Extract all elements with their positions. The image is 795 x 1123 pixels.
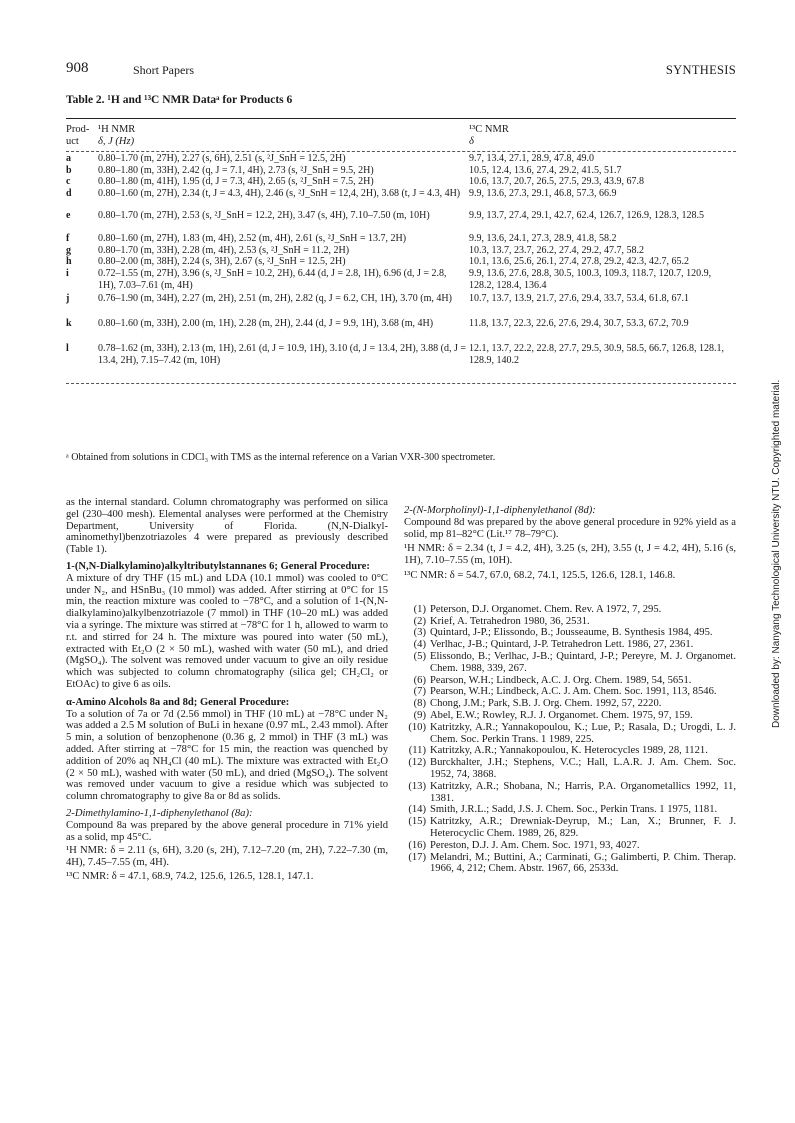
reference-item [404, 651, 736, 675]
section-title: Short Papers [133, 63, 194, 77]
h-nmr-cell: 0.80–1.80 (m, 41H), 1.95 (d, J = 7.3, 4H), 2.65 (s, ²J_SnH = 7.5, 2H) [98, 176, 374, 187]
reference-text: Chong, J.M.; Park, S.B. J. Org. Chem. 1992, 57, 2220. [430, 698, 662, 710]
product-label: i [66, 268, 69, 279]
reference-item [404, 675, 736, 687]
product-label: e [66, 210, 71, 221]
nmr-data: ¹H NMR: δ = 2.34 (t, J = 4.2, 4H), 3.25 (s, 2H), 3.55 (t, J = 4.2, 4H), 5.16 (s, 1H), 7.10–7.55 (m, 10H). [404, 543, 736, 567]
reference-text: Katritzky, A.R.; Drewniak-Deyrup, M.; Lan, X.; Brunner, F. J. Heterocyclic Chem. 1989, 26, 829. [430, 816, 736, 839]
reference-item [404, 710, 736, 722]
reference-item [404, 781, 736, 805]
reference-text: Katritzky, A.R.; Yannakopoulou, K.; Lue, P.; Rasala, D.; Urogdi, L. J. Chem. Soc. Perkin Trans. 1 1989, 225. [430, 721, 736, 745]
reference-text: Katritzky, A.R.; Shobana, N.; Harris, P.A. Organometallics 1992, 11, 1381. [430, 780, 736, 804]
reference-item [404, 639, 736, 651]
section-heading: 1-(N,N-Dialkylamino)alkyltributylstannanes 6; General Procedure: [66, 560, 370, 572]
reference-text: Smith, J.R.L.; Sadd, J.S. J. Chem. Soc., Perkin Trans. 1 1975, 1181. [430, 804, 718, 816]
reference-number: (11) [408, 745, 426, 757]
paragraph: Compound 8d was prepared by the above general procedure in 92% yield as a solid, mp 81–82°C (Lit.¹⁷ 78–79°C). [404, 516, 736, 540]
table-row [66, 176, 736, 187]
reference-item [404, 722, 736, 746]
reference-text: Abel, E.W.; Rowley, R.J. J. Organomet. Chem. 1975, 97, 159. [430, 709, 693, 721]
product-label: b [66, 165, 72, 176]
c-nmr-cell: 10.7, 13.7, 13.9, 21.7, 27.6, 29.4, 33.7, 53.4, 61.8, 67.1 [469, 293, 689, 304]
h-nmr-cell: 0.78–1.62 (m, 33H), 2.13 (m, 1H), 2.61 (d, J = 10.9, 1H), 3.10 (d, J = 13.4, 2H), 3.88 (d, J = 13.4, 2H), 7.15–7.42 (m, 10H) [98, 343, 467, 366]
download-notice: Downloaded by: Nanyang Technological University NTU. Copyrighted material. [771, 379, 782, 728]
reference-number: (17) [408, 851, 426, 863]
table-row [66, 293, 736, 317]
reference-number: (12) [408, 757, 426, 769]
c-nmr-cell: 9.9, 13.7, 27.4, 29.1, 42.7, 62.4, 126.7, 126.9, 128.3, 128.5 [469, 210, 704, 221]
download-sidebar [771, 268, 785, 728]
table-row [66, 210, 736, 232]
h-nmr-cell: 0.80–2.00 (m, 38H), 2.24 (s, 3H), 2.67 (s, ²J_SnH = 12.5, 2H) [98, 256, 346, 267]
reference-list [404, 604, 736, 875]
reference-number: (9) [413, 709, 426, 721]
reference-item [404, 604, 736, 616]
nmr-data: ¹³C NMR: δ = 54.7, 67.0, 68.2, 74.1, 125.5, 126.6, 128.1, 146.8. [404, 569, 676, 581]
c-nmr-cell: 10.5, 12.4, 13.6, 27.4, 29.2, 41.5, 51.7 [469, 165, 622, 176]
h-nmr-cell: 0.80–1.80 (m, 33H), 2.42 (q, J = 7.1, 4H), 2.73 (s, ²J_SnH = 9.5, 2H) [98, 165, 374, 176]
reference-text: Katritzky, A.R.; Yannakopoulou, K. Heterocycles 1989, 28, 1121. [430, 745, 708, 757]
h-nmr-cell: 0.80–1.60 (m, 27H), 1.83 (m, 4H), 2.52 (m, 4H), 2.61 (s, ²J_SnH = 13.7, 2H) [98, 233, 407, 244]
table-row [66, 318, 736, 342]
paragraph: as the internal standard. Column chromatography was performed on silica gel (230–400 mesh). Elemental analyses were performed at the Chemistry Department, University of Florida. (N,N-Dialkyl-aminomethyl)benzotriazoles 4 were prepared as previously described (Table 1). [66, 497, 388, 556]
c-nmr-cell: 9.7, 13.4, 27.1, 28.9, 47.8, 49.0 [469, 153, 594, 164]
table-header-rule [66, 151, 736, 152]
reference-item [404, 804, 736, 816]
paragraph: A mixture of dry THF (15 mL) and LDA (10.1 mmol) was cooled to 0°C under N₂, and HSnBu₃ (10 mmol) was added. After stirring at 0°C for 15 min, the reaction mixture was cooled to −78°C, and a solution of 1-(N,N-dialkylamino)alkylbenzotriazole (7 mmol) in THF (10–20 mL) was added via a syringe. The mixture was stirred at −78°C for 1 h, allowed to warm to r.t. and stirred for 24 h. The mixture was poured into water (50 mL), extracted with Et₂O (2 × 50 mL), washed with water (50 mL), and dried (MgSO₄). The solvent was removed under vacuum to give an oily residue which was subjected to column chromatography (silica gel; CH₂Cl₂ or EtOAc) to give 6 as oils. [66, 572, 388, 690]
reference-item [404, 616, 736, 628]
reference-item [404, 840, 736, 852]
h-nmr-cell: 0.72–1.55 (m, 27H), 3.96 (s, ²J_SnH = 10.2, 2H), 6.44 (d, J = 2.8, 1H), 6.96 (d, J = 2.8, 1H), 7.03–7.61 (m, 4H) [98, 268, 447, 291]
c-nmr-cell: 12.1, 13.7, 22.2, 22.8, 27.7, 29.5, 30.9, 58.5, 66.7, 126.8, 128.1, 128.9, 140.2 [469, 343, 724, 366]
reference-number: (10) [408, 721, 426, 733]
paragraph: Compound 8a was prepared by the above general procedure in 71% yield as a solid, mp 45°C. [66, 819, 388, 843]
table-bottom-rule [66, 383, 736, 384]
reference-text: Pearson, W.H.; Lindbeck, A.C. J. Am. Chem. Soc. 1991, 113, 8546. [430, 686, 717, 698]
reference-text: Melandri, M.; Buttini, A.; Carminati, G.; Galimberti, P. Chim. Therap. 1966, 4, 212; Chem. Abstr. 1967, 66, 2533d. [430, 851, 736, 875]
h-nmr-cell: 0.80–1.70 (m, 27H), 2.53 (s, ²J_SnH = 12.2, 2H), 3.47 (s, 4H), 7.10–7.50 (m, 10H) [98, 210, 430, 221]
c-nmr-cell: 9.9, 13.6, 27.6, 28.8, 30.5, 100.3, 109.3, 118.7, 120.7, 120.9, 128.2, 128.4, 136.4 [469, 268, 712, 291]
paragraph: To a solution of 7a or 7d (2.56 mmol) in THF (10 mL) at −78°C under N₂ was added a 2.5 M solution of BuLi in hexane (0.97 mL, 2.43 mmol). After 5 min, a solution of benzophenone (0.36 g, 2 mmol) in THF (3 mL) was added. After stirring at −78°C for 15 min, the reaction was quenched by addition of 20% aq NH₄Cl (40 mL). The mixture was extracted with Et₂O (2 × 50 mL), washed with water (50 mL), and dried (MgSO₄). The solvent was removed under vacuum to give a residue which was subjected to column chromatography to give 8a or 8d as solids. [66, 708, 388, 803]
reference-text: Quintard, J-P.; Elissondo, B.; Jousseaume, B. Synthesis 1984, 495. [430, 627, 713, 639]
table-caption: Table 2. ¹H and ¹³C NMR Dataᵃ for Products 6 [66, 94, 293, 106]
product-label: c [66, 176, 71, 187]
reference-number: (8) [413, 698, 426, 710]
table-row [66, 256, 736, 267]
reference-number: (14) [408, 804, 426, 816]
reference-number: (6) [413, 674, 426, 686]
table-row [66, 343, 736, 367]
product-label: g [66, 245, 71, 256]
table-footnote: ᵃ Obtained from solutions in CDCl₃ with TMS as the internal reference on a Varian VXR-300 spectrometer. [66, 452, 496, 463]
h-nmr-cell: 0.80–1.70 (m, 27H), 2.27 (s, 6H), 2.51 (s, ²J_SnH = 12.5, 2H) [98, 153, 346, 164]
reference-item [404, 627, 736, 639]
c-nmr-cell: 10.3, 13.7, 23.7, 26.2, 27.4, 29.2, 47.7, 58.2 [469, 245, 644, 256]
h-nmr-cell: 0.80–1.60 (m, 27H), 2.34 (t, J = 4.3, 4H), 2.46 (s, ²J_SnH = 12,4, 2H), 3.68 (t, J = 4.3, 4H) [98, 188, 461, 199]
table-row [66, 245, 736, 256]
table-top-rule [66, 118, 736, 119]
c-nmr-cell: 10.6, 13.7, 20.7, 26.5, 27.5, 29.3, 43.9, 67.8 [469, 176, 644, 187]
product-label: k [66, 318, 72, 329]
reference-number: (7) [413, 686, 426, 698]
reference-number: (3) [413, 627, 426, 639]
reference-number: (4) [413, 639, 426, 651]
h-nmr-cell: 0.76–1.90 (m, 34H), 2.27 (m, 2H), 2.51 (m, 2H), 2.82 (q, J = 6.2, CH, 1H), 3.70 (m, 4H) [98, 293, 452, 304]
table-row [66, 153, 736, 164]
table-header-1h-nmr: ¹H NMR δ, J (Hz) [98, 124, 136, 147]
compound-heading: 2-(N-Morpholinyl)-1,1-diphenylethanol (8d): [404, 505, 596, 516]
reference-item [404, 698, 736, 710]
reference-item [404, 686, 736, 698]
reference-text: Krief, A. Tetrahedron 1980, 36, 2531. [430, 615, 590, 627]
reference-text: Verlhac, J-B.; Quintard, J-P. Tetrahedron Lett. 1986, 27, 2361. [430, 639, 694, 651]
reference-text: Elissondo, B.; Verlhac, J-B.; Quintard, J-P.; Pereyre, M. J. Organomet. Chem. 1988, 339, 267. [430, 650, 736, 674]
table-row [66, 233, 736, 244]
c-nmr-cell: 11.8, 13.7, 22.3, 22.6, 27.6, 29.4, 30.7, 53.3, 67.2, 70.9 [469, 318, 689, 329]
product-label: j [66, 293, 70, 304]
reference-text: Pereston, D.J. J. Am. Chem. Soc. 1971, 93, 4027. [430, 839, 640, 851]
page-number: 908 [66, 60, 89, 76]
reference-number: (13) [408, 780, 426, 792]
reference-item [404, 816, 736, 840]
table-header-product: Prod- uct [66, 124, 90, 147]
table-row [66, 268, 736, 292]
h-nmr-cell: 0.80–1.60 (m, 33H), 2.00 (m, 1H), 2.28 (m, 2H), 2.44 (d, J = 9.9, 1H), 3.68 (m, 4H) [98, 318, 434, 329]
c-nmr-cell: 10.1, 13.6, 25.6, 26.1, 27.4, 27.8, 29.2, 42.3, 42.7, 65.2 [469, 256, 689, 267]
reference-text: Pearson, W.H.; Lindbeck, A.C. J. Org. Chem. 1989, 54, 5651. [430, 674, 692, 686]
reference-item [404, 757, 736, 781]
journal-name: SYNTHESIS [665, 63, 736, 77]
nmr-data: ¹H NMR: δ = 2.11 (s, 6H), 3.20 (s, 2H), 7.12–7.20 (m, 2H), 7.22–7.30 (m, 4H), 7.45–7.55 (m, 4H). [66, 845, 388, 869]
product-label: h [66, 256, 72, 267]
table-row [66, 188, 736, 210]
table-header-13c-nmr: ¹³C NMR δ [469, 124, 509, 147]
nmr-data: ¹³C NMR: δ = 47.1, 68.9, 74.2, 125.6, 126.5, 128.1, 147.1. [66, 870, 314, 882]
product-label: a [66, 153, 71, 164]
reference-item [404, 745, 736, 757]
product-label: d [66, 188, 72, 199]
product-label: l [66, 343, 69, 354]
left-column [66, 497, 388, 883]
reference-number: (16) [408, 839, 426, 851]
table-row [66, 165, 736, 176]
reference-number: (15) [408, 816, 426, 828]
compound-heading: 2-Dimethylamino-1,1-diphenylethanol (8a): [66, 807, 253, 819]
reference-number: (1) [413, 603, 426, 615]
h-nmr-cell: 0.80–1.70 (m, 33H), 2.28 (m, 4H), 2.53 (s, ²J_SnH = 11.2, 2H) [98, 245, 350, 256]
section-heading: α-Amino Alcohols 8a and 8d; General Procedure: [66, 696, 290, 708]
product-label: f [66, 233, 70, 244]
right-column [404, 505, 736, 875]
c-nmr-cell: 9.9, 13.6, 27.3, 29.1, 46.8, 57.3, 66.9 [469, 188, 617, 199]
reference-text: Burckhalter, J.H.; Stephens, V.C.; Hall, L.A.R. J. Am. Chem. Soc. 1952, 74, 3868. [430, 757, 736, 780]
reference-item [404, 852, 736, 876]
reference-text: Peterson, D.J. Organomet. Chem. Rev. A 1972, 7, 295. [430, 603, 662, 615]
reference-number: (5) [413, 650, 426, 662]
c-nmr-cell: 9.9, 13.6, 24.1, 27.3, 28.9, 41.8, 58.2 [469, 233, 617, 244]
reference-number: (2) [413, 615, 426, 627]
